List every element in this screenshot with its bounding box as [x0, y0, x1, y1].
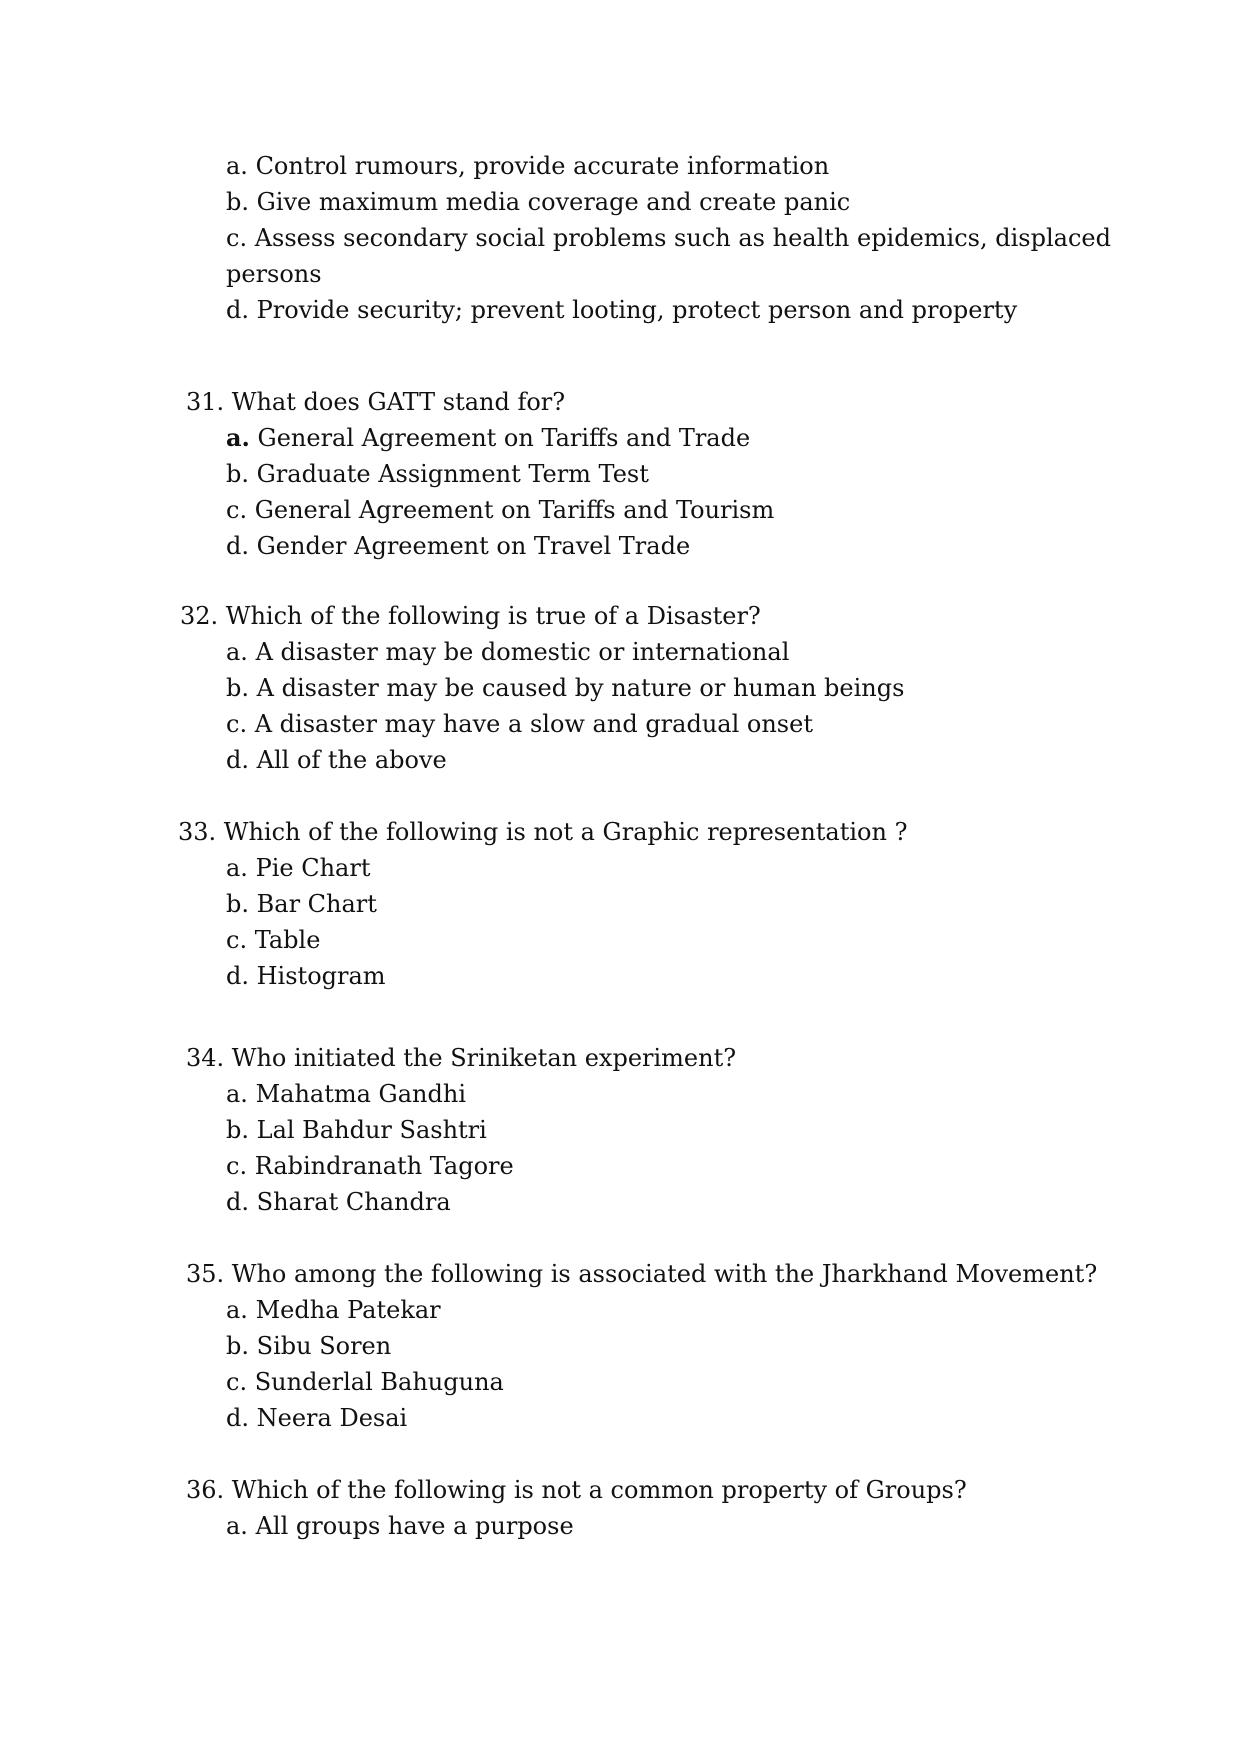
- question-34-option-a: [226, 1076, 466, 1112]
- question-32-option-d: [226, 742, 447, 778]
- option-letter: b.: [226, 1116, 249, 1144]
- question-33-option-d: [226, 958, 386, 994]
- option-letter: a.: [226, 1296, 248, 1324]
- option-letter: d.: [226, 962, 249, 990]
- question-34-option-b: [226, 1112, 487, 1148]
- option-text: Mahatma Gandhi: [247, 1080, 466, 1108]
- option-letter: b.: [226, 890, 249, 918]
- option-letter: a.: [226, 854, 248, 882]
- option-text: Neera Desai: [249, 1404, 408, 1432]
- option-text: Sibu Soren: [249, 1332, 392, 1360]
- question-31-option-b: [226, 456, 649, 492]
- option-text: Sunderlal Bahuguna: [247, 1368, 504, 1396]
- option-text: All of the above: [249, 746, 447, 774]
- option-text: Bar Chart: [249, 890, 377, 918]
- question-31-option-d: [226, 528, 690, 564]
- option-text: All groups have a purpose: [247, 1512, 574, 1540]
- option-line: d. Provide security; prevent looting, protect person and property: [226, 296, 1018, 324]
- option-text: Histogram: [249, 962, 386, 990]
- option-text: Rabindranath Tagore: [247, 1152, 514, 1180]
- option-letter: d.: [226, 532, 249, 560]
- question-33-option-c: [226, 922, 320, 958]
- option-letter: b.: [226, 674, 249, 702]
- option-line: b. Give maximum media coverage and create panic: [226, 188, 851, 216]
- option-line: persons: [226, 260, 322, 288]
- option-letter: d.: [226, 746, 249, 774]
- option-letter: a.: [226, 638, 248, 666]
- question-35-option-b: [226, 1328, 391, 1364]
- option-text: Table: [247, 926, 321, 954]
- option-letter: d.: [226, 1404, 249, 1432]
- option-letter: c.: [226, 496, 248, 524]
- option-letter: d.: [226, 1188, 249, 1216]
- question-31-option-a: [226, 420, 750, 456]
- option-text: Graduate Assignment Term Test: [249, 460, 649, 488]
- option-text: General Agreement on Tariffs and Tourism: [247, 496, 775, 524]
- question-35-option-c: [226, 1364, 504, 1400]
- question-34-option-d: [226, 1184, 451, 1220]
- question-33-option-b: [226, 886, 377, 922]
- question-32-option-c: [226, 706, 813, 742]
- question-32-option-b: [226, 670, 904, 706]
- option-text: Pie Chart: [247, 854, 371, 882]
- question-33: 33. Which of the following is not a Graphic representation ?: [178, 818, 908, 846]
- option-letter: a.: [226, 1512, 248, 1540]
- question-34: 34. Who initiated the Sriniketan experiment?: [186, 1044, 737, 1072]
- option-line: c. Assess secondary social problems such as health epidemics, displaced: [226, 224, 1111, 252]
- option-text: Medha Patekar: [247, 1296, 441, 1324]
- option-letter: c.: [226, 1368, 248, 1396]
- option-letter: c.: [226, 926, 248, 954]
- option-text: Gender Agreement on Travel Trade: [249, 532, 691, 560]
- option-text: General Agreement on Tariffs and Trade: [249, 424, 751, 452]
- option-letter: a.: [226, 423, 250, 452]
- option-letter: b.: [226, 1332, 249, 1360]
- question-31: 31. What does GATT stand for?: [186, 388, 566, 416]
- option-letter: c.: [226, 710, 248, 738]
- question-31-option-c: [226, 492, 774, 528]
- question-33-option-a: [226, 850, 370, 886]
- option-letter: a.: [226, 1080, 248, 1108]
- question-36-option-a: [226, 1508, 574, 1544]
- option-text: A disaster may be domestic or international: [247, 638, 790, 666]
- question-35-option-d: [226, 1400, 407, 1436]
- option-text: Lal Bahdur Sashtri: [249, 1116, 487, 1144]
- question-34-option-c: [226, 1148, 514, 1184]
- question-36: 36. Which of the following is not a common property of Groups?: [186, 1476, 967, 1504]
- option-text: A disaster may be caused by nature or human beings: [249, 674, 905, 702]
- question-32: 32. Which of the following is true of a Disaster?: [180, 602, 761, 630]
- option-letter: c.: [226, 1152, 248, 1180]
- question-35: 35. Who among the following is associated with the Jharkhand Movement?: [186, 1260, 1098, 1288]
- option-letter: b.: [226, 460, 249, 488]
- question-32-option-a: [226, 634, 789, 670]
- question-35-option-a: [226, 1292, 441, 1328]
- option-text: Sharat Chandra: [249, 1188, 451, 1216]
- option-line: a. Control rumours, provide accurate information: [226, 152, 830, 180]
- option-text: A disaster may have a slow and gradual onset: [247, 710, 813, 738]
